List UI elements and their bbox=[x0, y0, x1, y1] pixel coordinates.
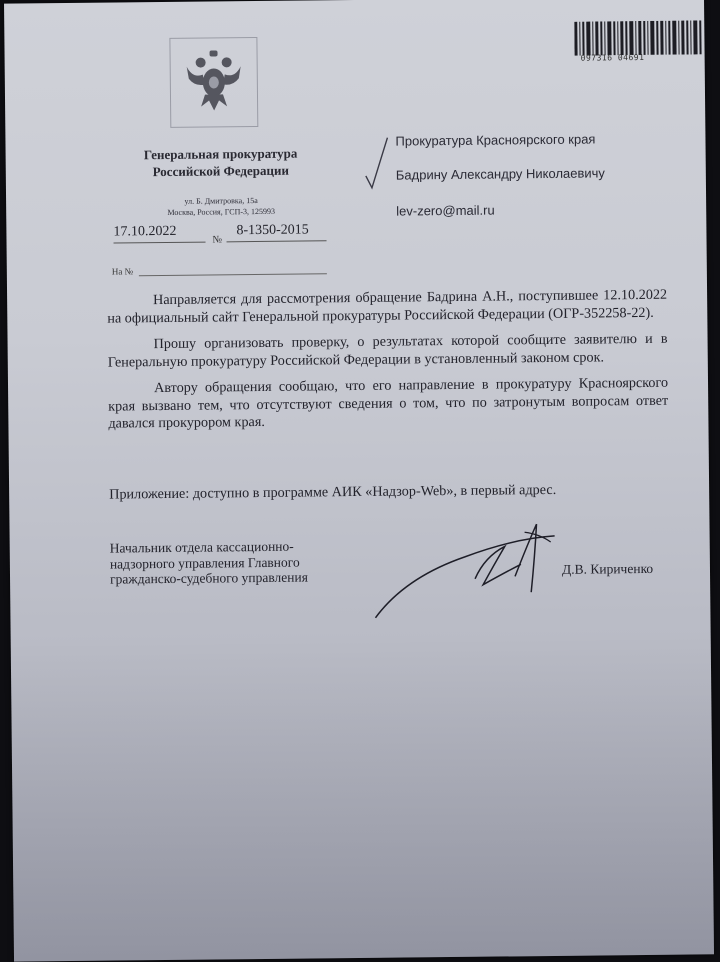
handwritten-signature bbox=[364, 516, 565, 628]
recipient-block bbox=[395, 131, 685, 219]
org-line-2: Российской Федерации bbox=[152, 162, 289, 180]
check-mark-icon bbox=[363, 136, 390, 192]
date-underline bbox=[114, 242, 206, 244]
sender-address bbox=[111, 194, 331, 218]
recipient-email: lev-zero@mail.ru bbox=[396, 202, 495, 219]
attachment-note: Приложение: доступно в программе АИК «Надзор-Web», в первый адрес. bbox=[109, 481, 557, 503]
double-headed-eagle-icon bbox=[183, 48, 246, 115]
body-paragraph-2: Прошу организовать проверку, о результатах которой сообщите заявителю и в Генеральную прокуратуру Российской Федерации в установленный законом срок. bbox=[107, 330, 668, 371]
recipient-organization: Прокуратура Красноярского края bbox=[395, 131, 596, 149]
signer-title-line-1: Начальник отдела кассационно- bbox=[109, 538, 294, 556]
signer-title-line-3: гражданско-судебного управления bbox=[109, 569, 308, 587]
body-paragraph-3: Автору обращения сообщаю, что его направление в прокуратуру Красноярского края вызвано тем, что отсутствуют сведения о том, что по затронутым вопросам ответ давался прокурором края. bbox=[108, 374, 669, 432]
letter-body bbox=[107, 287, 669, 442]
letter-sheet bbox=[4, 0, 714, 962]
recipient-name: Бадрину Александру Николаевичу bbox=[395, 165, 605, 183]
signer-title-line-2: надзорного управления Главного bbox=[109, 554, 300, 572]
signer-title bbox=[110, 538, 390, 587]
reply-to-label: На № bbox=[111, 266, 134, 277]
body-paragraph-1: Направляется для рассмотрения обращение Бадрина А.Н., поступившее 12.10.2022 на официальный сайт Генеральной прокуратуры Российской Федерации (ОГР-352258-22). bbox=[107, 286, 668, 327]
address-line-2: Москва, Россия, ГСП-3, 125993 bbox=[167, 206, 276, 217]
barcode-number: 097316 04691 bbox=[580, 52, 645, 63]
letter-date: 17.10.2022 bbox=[113, 223, 177, 240]
outgoing-number: 8-1350-2015 bbox=[236, 222, 309, 239]
reply-to-underline bbox=[139, 273, 327, 276]
number-sign: № bbox=[212, 234, 223, 246]
sender-organization bbox=[111, 144, 331, 180]
barcode-icon bbox=[574, 20, 702, 55]
emblem-frame bbox=[169, 37, 258, 128]
signer-name: Д.В. Кириченко bbox=[561, 560, 654, 577]
number-underline bbox=[227, 240, 327, 242]
address-line-1: ул. Б. Дмитровка, 15а bbox=[184, 196, 258, 206]
org-line-1: Генеральная прокуратура bbox=[143, 145, 298, 163]
